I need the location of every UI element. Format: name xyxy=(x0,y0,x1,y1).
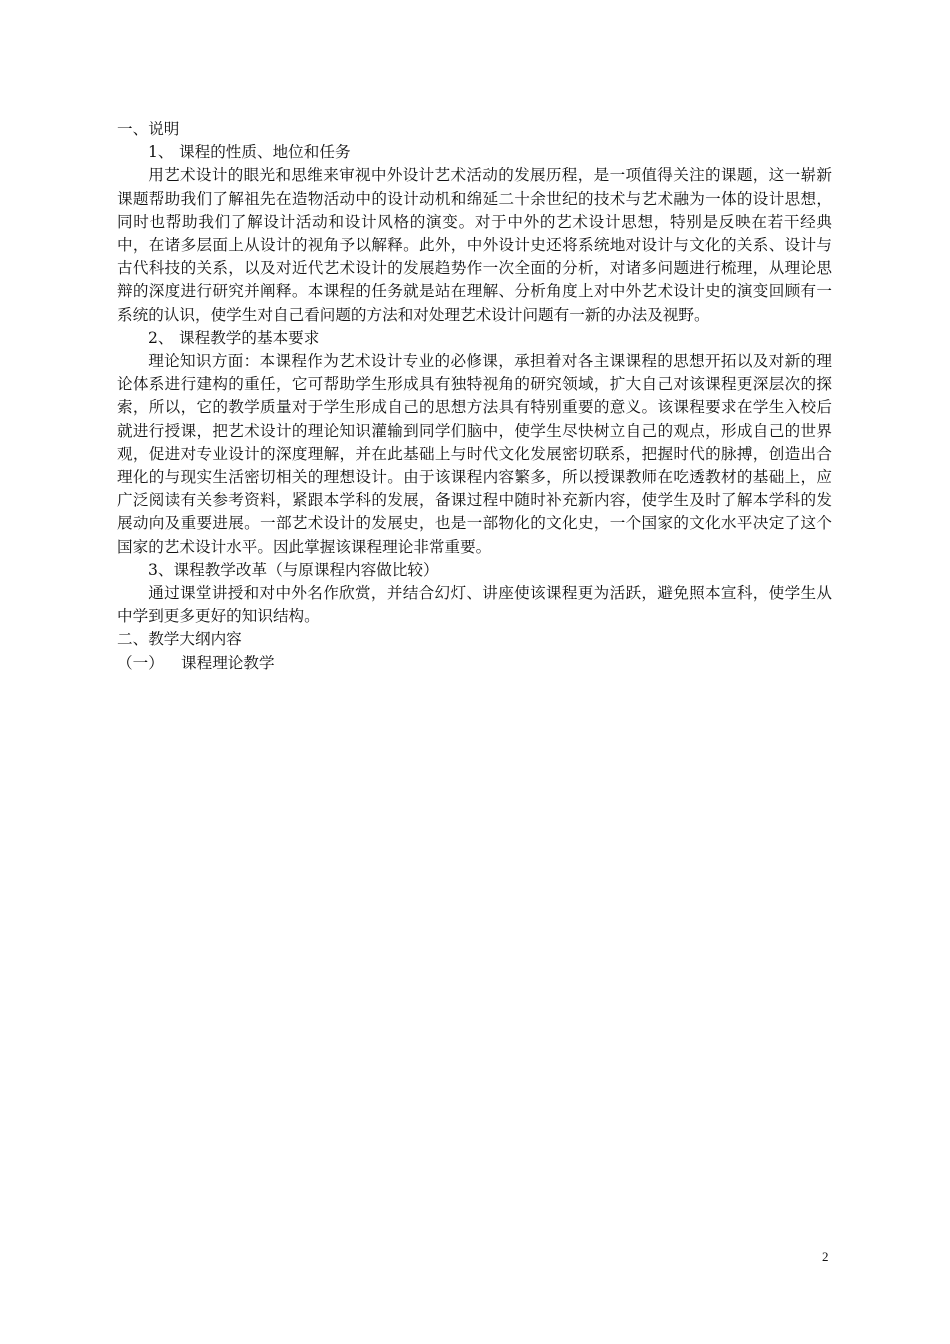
subsection-number: （一） xyxy=(117,653,164,672)
item-2-paragraph: 理论知识方面：本课程作为艺术设计专业的必修课，承担着对各主课课程的思想开拓以及对新的理论体系进行建构的重任，它可帮助学生形成具有独特视角的研究领域，扩大自己对该课程更深层次的探索，所以，它的教学质量对于学生形成自己的思想方法具有特别重要的意义。该课程要求在学生入校后就进行授课，把艺术设计的理论知识灌输到同学们脑中，使学生尽快树立自己的观点，形成自己的世界观，促进对专业设计的深度理解，并在此基础上与时代文化发展密切联系，把握时代的脉搏，创造出合理化的与现实生活密切相关的理想设计。由于该课程内容繁多，所以授课教师在吃透教材的基础上，应广泛阅读有关参考资料，紧跟本学科的发展，备课过程中随时补充新内容，使学生及时了解本学科的发展动向及重要进展。一部艺术设计的发展史，也是一部物化的文化史，一个国家的文化水平决定了这个国家的艺术设计水平。因此掌握该课程理论非常重要。 xyxy=(117,352,832,556)
item-1-title: 课程的性质、地位和任务 xyxy=(179,143,351,162)
item-1-heading xyxy=(117,141,832,164)
document-body xyxy=(117,118,832,675)
item-2-title: 课程教学的基本要求 xyxy=(179,328,320,347)
subsection-heading-theory xyxy=(117,652,832,675)
section-heading-explanation: 一、说明 xyxy=(117,120,180,138)
item-1-paragraph: 用艺术设计的眼光和思维来审视中外设计艺术活动的发展历程，是一项值得关注的课题，这一崭新课题帮助我们了解祖先在造物活动中的设计动机和绵延二十余世纪的技术与艺术融为一体的设计思想，同时也帮助我们了解设计活动和设计风格的演变。对于中外的艺术设计思想，特别是反映在若干经典中，在诸多层面上从设计的视角予以解释。此外，中外设计史还将系统地对设计与文化的关系、设计与古代科技的关系，以及对近代艺术设计的发展趋势作一次全面的分析，对诸多问题进行梳理，从理论思辩的深度进行研究并阐释。本课程的任务就是站在理解、分析角度上对中外艺术设计史的演变回顾有一系统的认识，使学生对自己看问题的方法和对处理艺术设计问题有一新的办法及视野。 xyxy=(117,166,832,324)
item-1-number: 1、 xyxy=(148,143,174,162)
item-2-heading xyxy=(117,327,832,350)
item-2-number: 2、 xyxy=(148,328,174,347)
page-number: 2 xyxy=(822,1249,829,1264)
item-3-paragraph: 通过课堂讲授和对中外名作欣赏，并结合幻灯、讲座使该课程更为活跃，避免照本宣科，使学生从中学到更多更好的知识结构。 xyxy=(117,584,832,626)
item-3-heading: 3、课程教学改革（与原课程内容做比较） xyxy=(148,560,439,579)
subsection-title: 课程理论教学 xyxy=(181,653,275,672)
section-heading-syllabus: 二、教学大纲内容 xyxy=(117,630,242,649)
